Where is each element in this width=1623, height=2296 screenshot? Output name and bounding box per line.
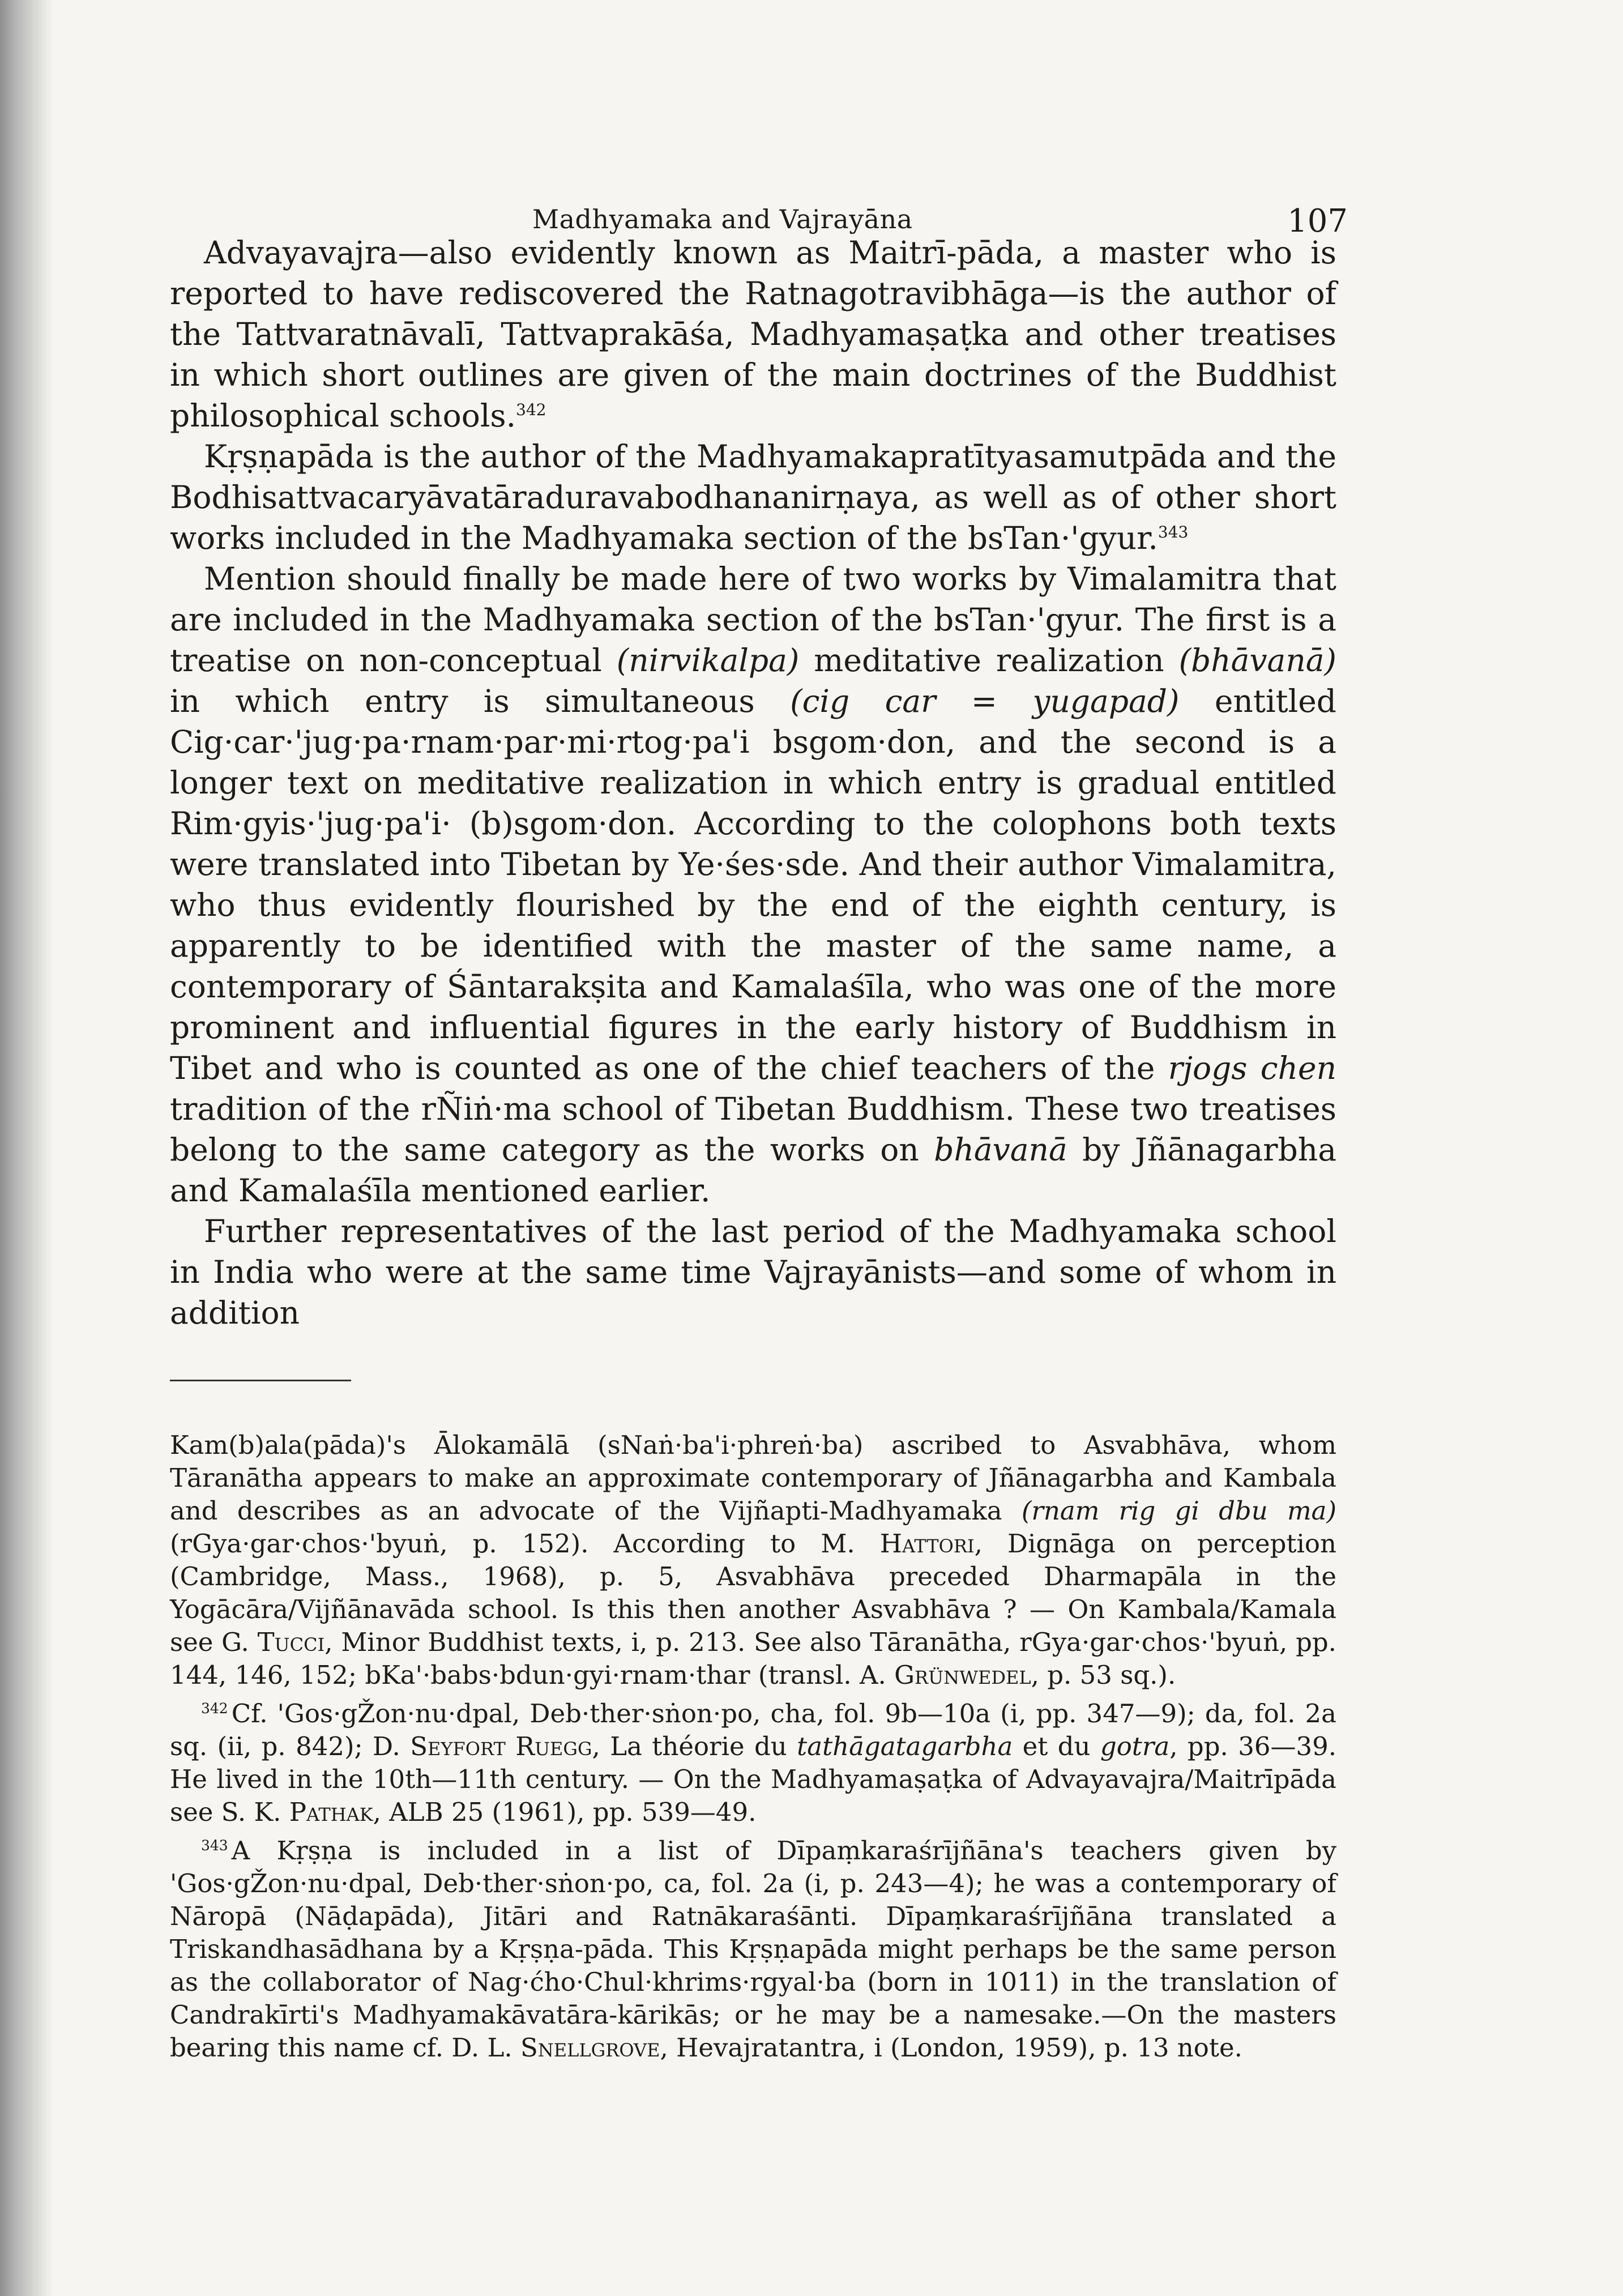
footnote-343: $^{343}$ A Kṛṣṇa is included in a list of Dīpaṃkaraśrījñāna's teachers given by 'Gos·gŽon·nu·dpal, Deb·ther·sṅon·po, ca, fol. 2a (i, p. 243—4); he was a contemporary of Nāropā (Nāḍapāda), Jitāri and Ratnākaraśānti. Dīpaṃkaraśrījñāna translated a Triskandhasādhana by a Kṛṣṇa-pāda. This Kṛṣṇapāda might perhaps be the same person as the collaborator of Nag·ćho·Chul·khrims·rgyal·ba (born in 1011) in the translation of Candrakīrti's Madhyamakāvatāra-kārikās; or he may be a namesake.—On the masters bearing this name cf. D. L. Snellgrove, Hevajratantra, i (London, 1959), p. 13 note. (170, 1836, 1336, 2063)
paragraph-further-representatives: Further representatives of the last period of the Madhyamaka school in India who were at the same time Vajrayānists—and some of whom in addition (170, 1213, 1336, 1331)
footnote-ref-342[interactable]: 342 (516, 400, 546, 419)
footnote-ref-343[interactable]: 343 (1158, 523, 1189, 541)
page (170, 170, 1348, 2070)
paragraph-advayavajra: Advayavajra—also evidently known as Maitrī-pāda, a master who is reported to have rediscovered the Ratnagotravibhāga—is the author of the Tattvaratnāvalī, Tattvaprakāśa, Madhyamaṣaṭka and other treatises in which short outlines are given of the main doctrines of the Buddhist philosophical schools.$^{342}$ (170, 234, 1336, 434)
footnote-342: $^{342}$ Cf. 'Gos·gŽon·nu·dpal, Deb·ther·sṅon·po, cha, fol. 9b—10a (i, pp. 347—9); da, fol. 2a sq. (ii, p. 842); D. Seyfort Ruegg, La théorie du tathāgatagarbha et du gotra, pp. 36—39. He lived in the 10th—11th century. — On the Madhyamaṣaṭka of Advayavajra/Maitrīpāda see S. K. Pathak, ALB 25 (1961), pp. 539—49. (170, 1698, 1337, 1827)
footnote-divider (170, 1380, 351, 1381)
body-text (170, 232, 1336, 1333)
paragraph-vimalamitra: Mention should finally be made here of two works by Vimalamitra that are included in the Madhyamaka section of the bsTan·'gyur. The first is a treatise on non-conceptual (nirvikalpa) meditative realization (bhāvanā) in which entry is simultaneous (cig car = yugapad) entitled Cig·car·'jug·pa·rnam·par·mi·rtog·pa'i bsgom·don, and the second is a longer text on meditative realization in which entry is gradual entitled Rim·gyis·'jug·pa'i· (b)sgom·don. According to the colophons both texts were translated into Tibetan by Ye·śes·sde. And their author Vimalamitra, who thus evidently flourished by the end of the eighth century, is apparently to be identified with the master of the same name, a contemporary of Śāntarakṣita and Kamalaśīla, who was one of the more prominent and influential figures in the early history of Buddhism in Tibet and who is counted as one of the chief teachers of the rjogs chen tradition of the rÑiṅ·ma school of Tibetan Buddhism. These two treatises belong to the same category as the works on bhāvanā by Jñānagarbha and Kamalaśīla mentioned earlier. (170, 561, 1337, 1209)
page-header (170, 170, 1348, 240)
footnote-number: 342 (201, 1700, 228, 1717)
page-number: 107 (1287, 203, 1348, 240)
footnotes (170, 1429, 1336, 2064)
footnote-number: 343 (201, 1837, 228, 1854)
book-binding-shadow (0, 0, 54, 2296)
footnote-continuation: Kam(b)ala(pāda)'s Ālokamālā (sNaṅ·ba'i·phreṅ·ba) ascribed to Asvabhāva, whom Tāranātha appears to make an approximate contemporary of Jñānagarbha and Kambala and describes as an advocate of the Vijñapti-Madhyamaka (rnam rig gi dbu ma) (rGya·gar·chos·'byuṅ, p. 152). According to M. Hattori, Dignāga on perception (Cambridge, Mass., 1968), p. 5, Asvabhāva preceded Dharmapāla in the Yogācāra/Vijñānavāda school. Is this then another Asvabhāva ? — On Kambala/Kamala see G. Tucci, Minor Buddhist texts, i, p. 213. See also Tāranātha, rGya·gar·chos·'byuṅ, pp. 144, 146, 152; bKa'·babs·bdun·gyi·rnam·thar (transl. A. Grünwedel, p. 53 sq.). (170, 1430, 1336, 1690)
running-head: Madhyamaka and Vajrayāna (532, 204, 913, 234)
paragraph-krsnapada: Kṛṣṇapāda is the author of the Madhyamakapratītyasamutpāda and the Bodhisattvacaryāvatāraduravabodhananirṇaya, as well as of other short works included in the Madhyamaka section of the bsTan·'gyur.$^{343}$ (170, 438, 1336, 556)
